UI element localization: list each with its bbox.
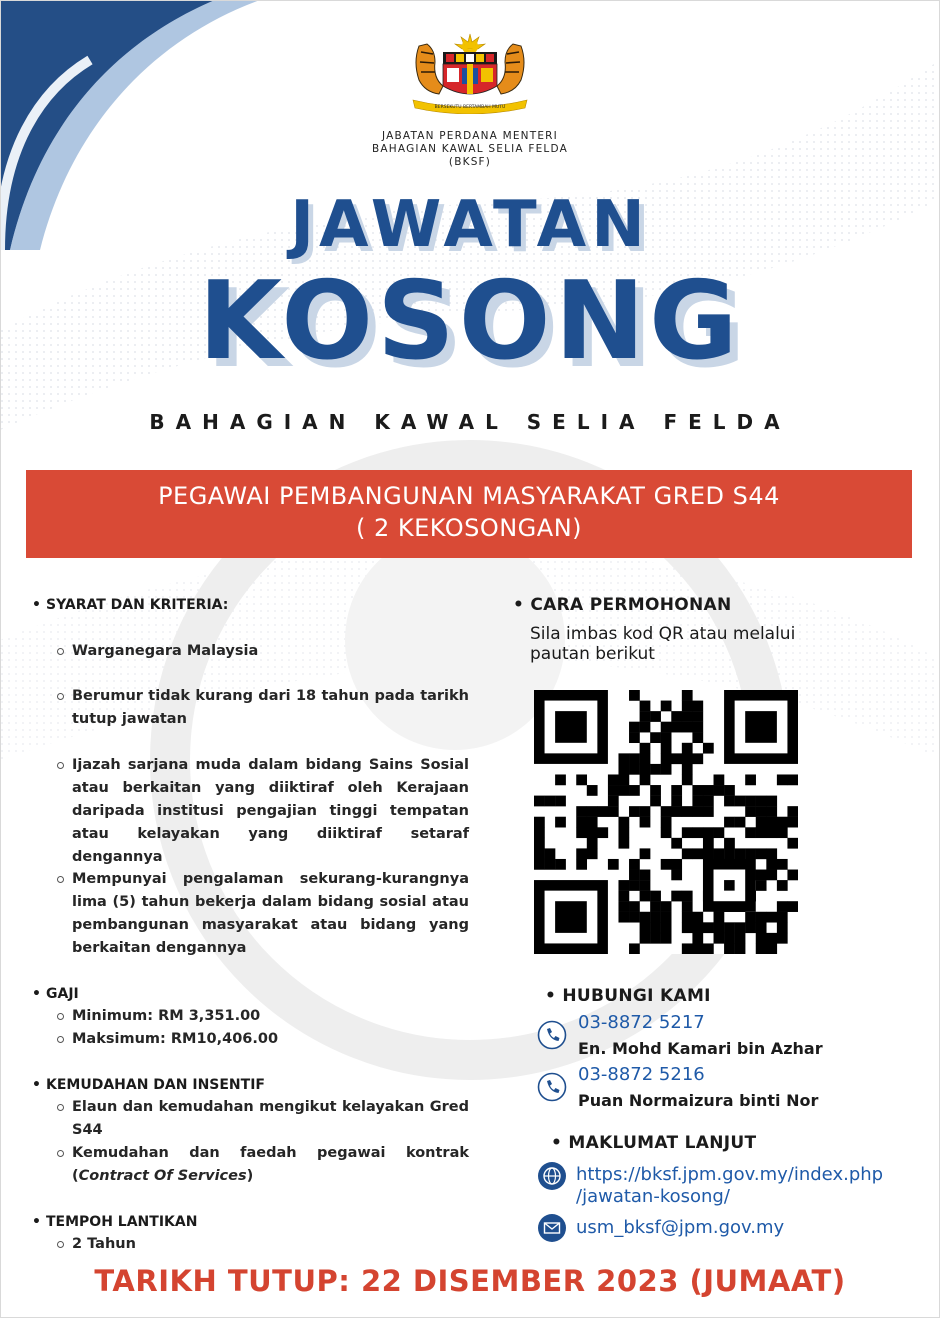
- qr-module: [671, 859, 682, 870]
- website-link[interactable]: [576, 1164, 883, 1208]
- qr-module: [576, 806, 587, 817]
- qr-module: [555, 817, 566, 828]
- salary-min: Minimum: RM 3,351.00: [72, 1008, 261, 1024]
- qr-module: [608, 859, 619, 870]
- application-instructions: Sila imbas kod QR atau melalui pautan berikut: [530, 624, 796, 664]
- qr-module: [650, 764, 661, 775]
- qr-module: [576, 774, 587, 785]
- qr-module: [777, 774, 788, 785]
- qr-module: [682, 827, 693, 838]
- qr-module: [534, 838, 545, 849]
- qr-module: [766, 912, 777, 923]
- qr-module: [661, 827, 672, 838]
- qr-module: [618, 912, 629, 923]
- benefit-text: Kemudahan dan faedah pegawai kontrak (: [72, 1145, 469, 1184]
- requirement-item: Ijazah sarjana muda dalam bidang Sains Sosial atau berkaitan yang diiktiraf oleh Kerajaan daripada institusi pengajian tinggi tempatan atau kelayakan yang diiktiraf setaraf dengannya: [72, 757, 469, 865]
- application-heading-text: CARA PERMOHONAN: [530, 595, 732, 615]
- requirement-item: Mempunyai pengalaman sekurang-kurangnya lima (5) tahun bekerja dalam bidang sosial atau pembangunan masyarakat atau bidang yang berkaitan dengannya: [72, 871, 469, 956]
- qr-module: [608, 806, 619, 817]
- qr-module: [756, 870, 767, 881]
- benefits-heading: • KEMUDAHAN DAN INSENTIF: [46, 1077, 265, 1093]
- bullet-ring: [57, 762, 64, 769]
- qr-module: [618, 817, 629, 828]
- benefit-text-italic: Contract Of Services: [78, 1168, 247, 1184]
- qr-module: [576, 848, 587, 859]
- contact-heading-text: HUBUNGI KAMI: [562, 986, 711, 1006]
- department-name: [300, 130, 640, 169]
- qr-module: [735, 943, 746, 954]
- qr-module: [766, 943, 777, 954]
- bullet-ring: [57, 648, 64, 655]
- qr-module: [745, 912, 756, 923]
- globe-icon: [537, 1161, 567, 1191]
- qr-module: [703, 838, 714, 849]
- qr-module: [555, 774, 566, 785]
- qr-module: [587, 785, 598, 796]
- qr-module: [618, 785, 629, 796]
- qr-module: [661, 732, 672, 743]
- qr-module: [629, 722, 640, 733]
- qr-module: [692, 701, 703, 712]
- qr-module: [661, 912, 672, 923]
- benefit-item: [72, 1142, 469, 1188]
- qr-module: [640, 848, 651, 859]
- qr-module: [629, 880, 640, 891]
- qr-module: [692, 753, 703, 764]
- qr-module: [735, 848, 746, 859]
- qr-module: [787, 870, 798, 881]
- qr-module: [682, 922, 693, 933]
- qr-module: [745, 796, 756, 807]
- qr-module: [692, 912, 703, 923]
- qr-module: [735, 796, 746, 807]
- qr-module: [756, 848, 767, 859]
- qr-module: [671, 891, 682, 902]
- qr-module: [756, 922, 767, 933]
- qr-module: [735, 817, 746, 828]
- qr-module: [640, 933, 651, 944]
- qr-code[interactable]: [534, 690, 798, 954]
- qr-module: [587, 817, 598, 828]
- qr-module: [714, 912, 725, 923]
- qr-module: [766, 933, 777, 944]
- qr-module: [756, 912, 767, 923]
- qr-module: [618, 764, 629, 775]
- qr-module: [682, 912, 693, 923]
- bullet-ring: [57, 693, 64, 700]
- qr-module: [650, 912, 661, 923]
- dept-line-3: (BKSF): [448, 156, 492, 168]
- qr-module: [787, 817, 798, 828]
- qr-module: [597, 827, 608, 838]
- qr-module: [714, 785, 725, 796]
- qr-module: [714, 922, 725, 933]
- qr-module: [682, 806, 693, 817]
- qr-module: [714, 827, 725, 838]
- qr-module: [618, 880, 629, 891]
- qr-module: [724, 922, 735, 933]
- qr-module: [692, 732, 703, 743]
- qr-module: [555, 796, 566, 807]
- qr-module: [640, 870, 651, 881]
- benefit-text-end: ): [246, 1168, 254, 1184]
- more-info-heading-text: MAKLUMAT LANJUT: [568, 1133, 757, 1153]
- qr-module: [587, 827, 598, 838]
- qr-module: [534, 827, 545, 838]
- phone-icon: [537, 1020, 567, 1050]
- qr-module: [629, 785, 640, 796]
- contact-heading: • HUBUNGI KAMI: [545, 986, 711, 1006]
- qr-module: [777, 859, 788, 870]
- dept-line-2: BAHAGIAN KAWAL SELIA FELDA: [372, 143, 568, 155]
- qr-module: [724, 817, 735, 828]
- qr-module: [618, 901, 629, 912]
- dept-line-1: JABATAN PERDANA MENTERI: [382, 130, 558, 142]
- qr-module: [608, 774, 619, 785]
- qr-module: [777, 922, 788, 933]
- qr-module: [640, 806, 651, 817]
- qr-module: [787, 838, 798, 849]
- qr-module: [661, 743, 672, 754]
- qr-module: [692, 848, 703, 859]
- qr-module: [587, 838, 598, 849]
- qr-module: [545, 796, 556, 807]
- qr-module: [640, 891, 651, 902]
- qr-module: [692, 943, 703, 954]
- qr-module: [756, 933, 767, 944]
- qr-module: [735, 933, 746, 944]
- application-heading: • CARA PERMOHONAN: [513, 595, 732, 615]
- qr-module: [629, 764, 640, 775]
- qr-module: [661, 922, 672, 933]
- qr-module: [650, 922, 661, 933]
- bullet-ring: [57, 1104, 64, 1111]
- qr-module: [766, 817, 777, 828]
- qr-module: [640, 722, 651, 733]
- qr-module: [650, 901, 661, 912]
- qr-module: [576, 859, 587, 870]
- qr-module: [756, 943, 767, 954]
- qr-module: [692, 922, 703, 933]
- qr-module: [756, 806, 767, 817]
- qr-module: [640, 912, 651, 923]
- qr-module: [682, 891, 693, 902]
- qr-module: [703, 743, 714, 754]
- requirement-item: Warganegara Malaysia: [72, 643, 259, 659]
- qr-module: [650, 711, 661, 722]
- qr-module: [692, 722, 703, 733]
- qr-module: [534, 848, 545, 859]
- qr-module: [640, 711, 651, 722]
- qr-module: [777, 817, 788, 828]
- qr-module: [692, 785, 703, 796]
- qr-module: [777, 933, 788, 944]
- qr-module: [766, 806, 777, 817]
- qr-module: [766, 796, 777, 807]
- qr-module: [777, 901, 788, 912]
- qr-module: [640, 701, 651, 712]
- qr-module: [787, 774, 798, 785]
- qr-module: [682, 690, 693, 701]
- qr-module: [671, 838, 682, 849]
- qr-module: [724, 838, 735, 849]
- qr-module: [629, 912, 640, 923]
- title-jawatan: JAWATAN: [290, 188, 650, 262]
- website-url-line-2[interactable]: /jawatan-kosong/: [576, 1186, 730, 1207]
- qr-module: [576, 827, 587, 838]
- qr-module: [787, 901, 798, 912]
- qr-module: [671, 806, 682, 817]
- qr-module: [629, 943, 640, 954]
- qr-module: [534, 796, 545, 807]
- qr-module: [545, 859, 556, 870]
- qr-module: [777, 827, 788, 838]
- qr-module: [650, 785, 661, 796]
- qr-module: [671, 785, 682, 796]
- qr-module: [703, 827, 714, 838]
- qr-module: [756, 880, 767, 891]
- qr-module: [692, 796, 703, 807]
- qr-module: [629, 901, 640, 912]
- contact-phone-1[interactable]: 03-8872 5217: [578, 1012, 705, 1033]
- qr-module: [640, 922, 651, 933]
- qr-module: [724, 933, 735, 944]
- qr-module: [745, 827, 756, 838]
- coat-of-arms-logo: [405, 28, 535, 114]
- qr-module: [650, 933, 661, 944]
- qr-module: [661, 933, 672, 944]
- bullet-ring: [57, 876, 64, 883]
- qr-module: [671, 711, 682, 722]
- qr-module: [640, 764, 651, 775]
- qr-module: [745, 806, 756, 817]
- qr-module: [640, 743, 651, 754]
- qr-module: [714, 774, 725, 785]
- salary-max: Maksimum: RM10,406.00: [72, 1031, 279, 1047]
- qr-module: [692, 711, 703, 722]
- closing-date: TARIKH TUTUP: 22 DISEMBER 2023 (JUMAAT): [94, 1264, 846, 1298]
- qr-module: [682, 743, 693, 754]
- qr-module: [661, 806, 672, 817]
- qr-module: [703, 848, 714, 859]
- qr-module: [555, 901, 587, 933]
- qr-module: [661, 753, 672, 764]
- qr-module: [703, 796, 714, 807]
- requirements-heading: • SYARAT DAN KRITERIA:: [46, 597, 228, 613]
- qr-module: [618, 774, 629, 785]
- qr-module: [661, 859, 672, 870]
- title-kosong: KOSONG: [198, 259, 742, 384]
- qr-module: [545, 848, 556, 859]
- qr-module: [661, 817, 672, 828]
- qr-module: [661, 701, 672, 712]
- qr-module: [682, 764, 693, 775]
- qr-module: [640, 817, 651, 828]
- qr-module: [703, 943, 714, 954]
- qr-module: [534, 859, 545, 870]
- contact-phone-2[interactable]: 03-8872 5216: [578, 1064, 705, 1085]
- subtitle-division: BAHAGIAN KAWAL SELIA FELDA: [149, 410, 791, 434]
- qr-module: [692, 933, 703, 944]
- qr-module: [756, 796, 767, 807]
- qr-module: [682, 753, 693, 764]
- qr-module: [777, 912, 788, 923]
- qr-module: [703, 785, 714, 796]
- qr-module: [629, 870, 640, 881]
- qr-module: [650, 891, 661, 902]
- qr-module: [766, 848, 777, 859]
- qr-module: [618, 838, 629, 849]
- qr-module: [682, 701, 693, 712]
- qr-module: [555, 859, 566, 870]
- qr-module: [724, 880, 735, 891]
- qr-module: [608, 796, 619, 807]
- qr-module: [745, 848, 756, 859]
- tenure-value: 2 Tahun: [72, 1236, 136, 1252]
- contact-name-2: Puan Normaizura binti Nor: [578, 1091, 819, 1110]
- qr-module: [682, 711, 693, 722]
- benefit-item: Elaun dan kemudahan mengikut kelayakan Gred S44: [72, 1099, 469, 1138]
- qr-module: [618, 827, 629, 838]
- qr-module: [671, 870, 682, 881]
- qr-module: [692, 827, 703, 838]
- qr-module: [640, 753, 651, 764]
- qr-module: [724, 796, 735, 807]
- qr-module: [587, 848, 598, 859]
- qr-module: [629, 753, 640, 764]
- qr-module: [671, 753, 682, 764]
- qr-module: [682, 943, 693, 954]
- phone-icon: [537, 1072, 567, 1102]
- qr-module: [661, 901, 672, 912]
- qr-module: [650, 796, 661, 807]
- qr-module: [640, 880, 651, 891]
- bullet-ring: [57, 1036, 64, 1043]
- qr-module: [724, 848, 735, 859]
- qr-module: [745, 922, 756, 933]
- qr-module: [766, 827, 777, 838]
- qr-module: [618, 753, 629, 764]
- qr-module: [724, 785, 735, 796]
- bullet-ring: [57, 1013, 64, 1020]
- contact-name-1: En. Mohd Kamari bin Azhar: [578, 1039, 823, 1058]
- bullet-ring: [57, 1241, 64, 1248]
- qr-module: [756, 827, 767, 838]
- qr-module: [692, 806, 703, 817]
- website-url-line-1[interactable]: https://bksf.jpm.gov.my/index.php: [576, 1164, 884, 1185]
- qr-module: [661, 722, 672, 733]
- qr-module: [629, 690, 640, 701]
- qr-module: [661, 764, 672, 775]
- email-icon: [537, 1213, 567, 1243]
- qr-module: [587, 806, 598, 817]
- qr-module: [745, 711, 777, 743]
- qr-module: [576, 817, 587, 828]
- bullet-ring: [57, 1150, 64, 1157]
- qr-module: [724, 943, 735, 954]
- tenure-heading: • TEMPOH LANTIKAN: [46, 1214, 197, 1230]
- position-title: PEGAWAI PEMBANGUNAN MASYARAKAT GRED S44: [158, 482, 780, 510]
- qr-module: [766, 870, 777, 881]
- qr-module: [766, 859, 777, 870]
- qr-module: [618, 891, 629, 902]
- email-link[interactable]: usm_bksf@jpm.gov.my: [576, 1217, 785, 1238]
- position-banner: [26, 470, 912, 558]
- qr-module: [714, 848, 725, 859]
- qr-module: [682, 848, 693, 859]
- qr-module: [629, 859, 640, 870]
- vacancy-count: ( 2 KEKOSONGAN): [355, 514, 583, 542]
- salary-heading: • GAJI: [46, 986, 79, 1002]
- qr-module: [745, 774, 756, 785]
- qr-module: [714, 933, 725, 944]
- qr-module: [777, 880, 788, 891]
- qr-module: [682, 722, 693, 733]
- requirement-item: Berumur tidak kurang dari 18 tahun pada tarikh tutup jawatan: [72, 688, 469, 727]
- crest-motto: BERSEKUTU BERTAMBAH MUTU: [434, 105, 506, 110]
- qr-module: [703, 922, 714, 933]
- qr-module: [703, 806, 714, 817]
- qr-module: [608, 785, 619, 796]
- qr-module: [756, 817, 767, 828]
- qr-module: [629, 806, 640, 817]
- qr-module: [640, 774, 651, 785]
- qr-module: [671, 796, 682, 807]
- qr-module: [597, 806, 608, 817]
- qr-module: [671, 722, 682, 733]
- qr-module: [735, 922, 746, 933]
- qr-module: [682, 901, 693, 912]
- qr-module: [787, 806, 798, 817]
- qr-module: [555, 711, 587, 743]
- qr-module: [534, 817, 545, 828]
- qr-module: [650, 732, 661, 743]
- qr-module: [629, 732, 640, 743]
- qr-module: [682, 774, 693, 785]
- more-info-heading: • MAKLUMAT LANJUT: [551, 1133, 757, 1153]
